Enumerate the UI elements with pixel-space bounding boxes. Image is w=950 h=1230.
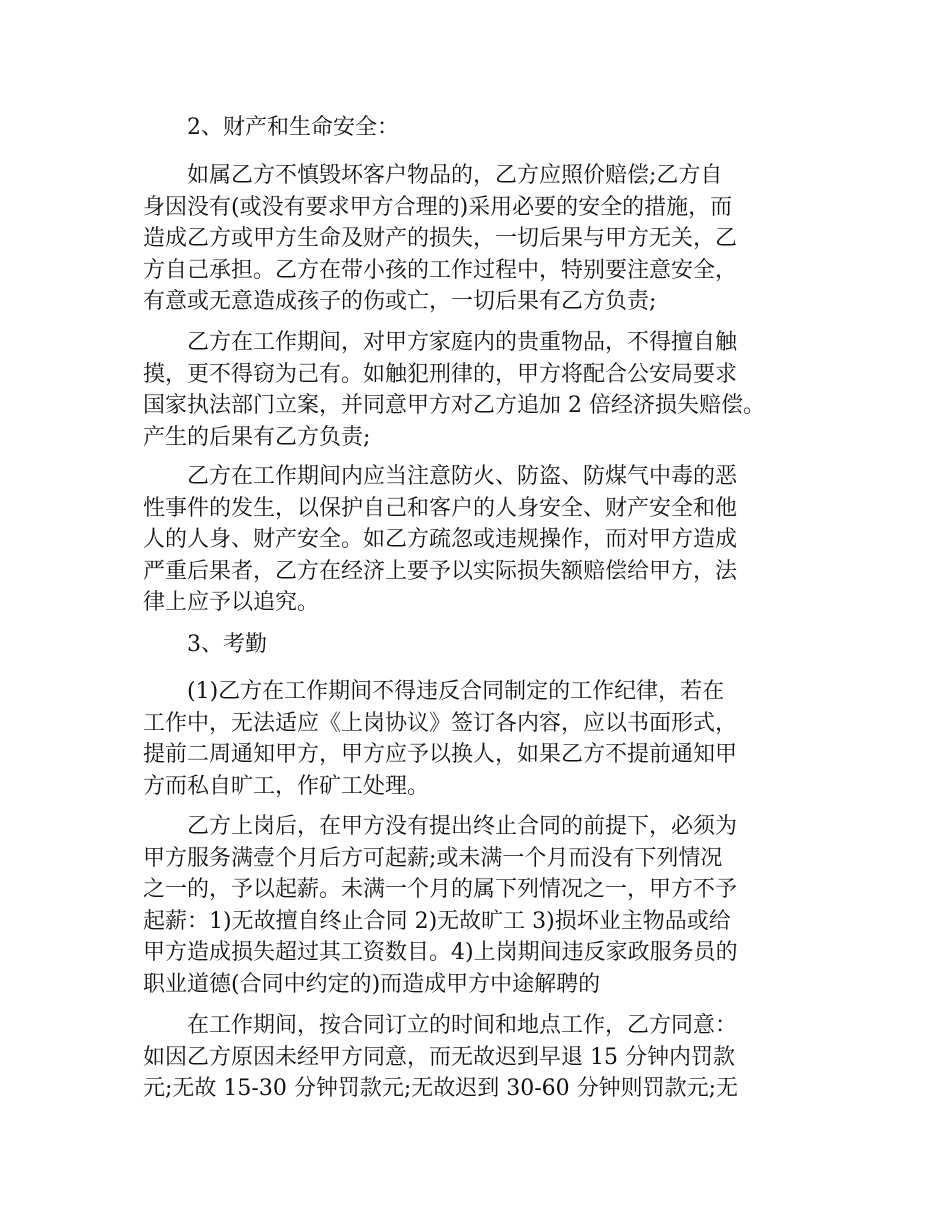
paragraph-line: 甲方造成损失超过其工资数目。4)上岗期间违反家政服务员的	[143, 940, 738, 965]
heading-line: 2、财产和生命安全：	[187, 115, 399, 140]
paragraph-line: 有意或无意造成孩子的伤或亡，一切后果有乙方负责;	[143, 289, 657, 314]
paragraph-salary-start	[143, 811, 833, 1000]
section-heading-property-safety	[143, 112, 833, 144]
paragraph-line: 工作中，无法适应《上岗协议》签订各内容，应以书面形式，	[143, 710, 738, 736]
paragraph-line: 律上应予以追究。	[143, 590, 320, 615]
paragraph-line: 起薪：1)无故擅自终止合同 2)无故旷工 3)损坏业主物品或给	[143, 908, 731, 934]
paragraph-line: 方而私自旷工，作矿工处理。	[143, 773, 430, 799]
paragraph-fire-safety	[143, 461, 833, 619]
paragraph-line: 提前二周通知甲方，甲方应予以换人，如果乙方不提前通知甲	[143, 742, 738, 767]
paragraph-line: (1)乙方在工作期间不得违反合同制定的工作纪律，若在	[187, 679, 725, 704]
paragraph-line: 如因乙方原因未经甲方同意，而无故迟到早退 15 分钟内罚款	[143, 1044, 735, 1070]
paragraph-line: 身因没有(或没有要求甲方合理的)采用必要的安全的措施，而	[143, 194, 733, 220]
paragraph-line: 甲方服务满壹个月后方可起薪;或未满一个月而没有下列情况	[143, 845, 723, 871]
section-heading-attendance	[143, 629, 833, 661]
paragraph-line: 性事件的发生，以保护自己和客户的人身安全、财产安全和他	[143, 495, 738, 521]
heading-line: 3、考勤	[187, 632, 267, 657]
paragraph-line: 国家执法部门立案，并同意甲方对乙方追加 2 倍经济损失赔偿。	[143, 393, 765, 418]
paragraph-line: 职业道德(合同中约定的)而造成甲方中途解聘的	[143, 971, 601, 997]
paragraph-line: 之一的，予以起薪。未满一个月的属下列情况之一，甲方不予	[143, 877, 738, 902]
paragraph-line: 造成乙方或甲方生命及财产的损失，一切后果与甲方无关，乙	[143, 226, 738, 251]
paragraph-line: 乙方在工作期间内应当注意防火、防盗、防煤气中毒的恶	[187, 464, 738, 489]
paragraph-line: 严重后果者，乙方在经济上要予以实际损失额赔偿给甲方，法	[143, 558, 738, 584]
paragraph-line: 摸，更不得窃为己有。如触犯刑律的，甲方将配合公安局要求	[143, 361, 738, 387]
paragraph-work-discipline	[143, 676, 833, 802]
paragraph-line: 人的人身、财产安全。如乙方疏忽或违规操作，而对甲方造成	[143, 527, 738, 552]
paragraph-line: 如属乙方不慎毁坏客户物品的，乙方应照价赔偿;乙方自	[187, 163, 723, 188]
paragraph-line: 方自己承担。乙方在带小孩的工作过程中，特别要注意安全，	[143, 257, 738, 283]
paragraph-line: 在工作期间，按合同订立的时间和地点工作，乙方同意：	[187, 1013, 738, 1038]
paragraph-compensation	[143, 160, 833, 318]
paragraph-lateness-penalty	[143, 1010, 833, 1105]
paragraph-valuables	[143, 327, 833, 453]
paragraph-line: 乙方上岗后，在甲方没有提出终止合同的前提下，必须为	[187, 814, 738, 839]
paragraph-line: 产生的后果有乙方负责;	[143, 424, 371, 450]
paragraph-line: 乙方在工作期间，对甲方家庭内的贵重物品，不得擅自触	[187, 330, 738, 355]
paragraph-line: 元;无故 15-30 分钟罚款元;无故迟到 30-60 分钟则罚款元;无	[143, 1076, 739, 1101]
